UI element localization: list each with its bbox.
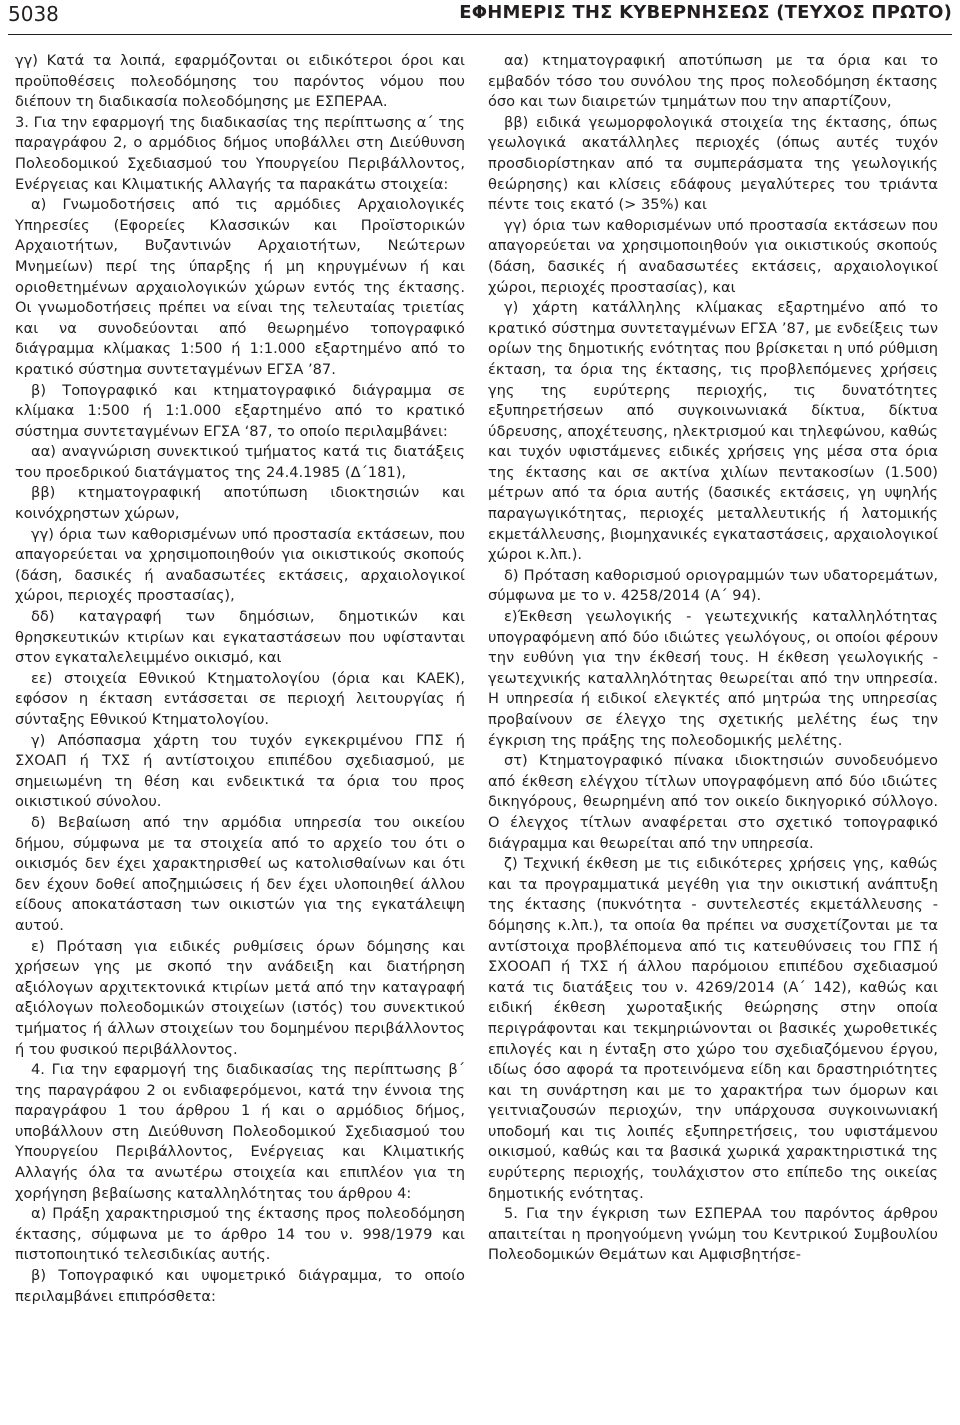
- paragraph: γ) χάρτη κατάλληλης κλίμακας εξαρτημένο από το κρατικό σύστημα συντεταγμένων ΕΓΣΑ ’87, με ενδείξεις των ορίων της δημοτικής ενότητας που βρίσκεται η υπό ρύθμιση έκταση, τα όρια της έκτασης, τις προβλεπόμενες χρήσεις γης της ευρύτερης περιοχής, τις δυνατότητες εξυπηρετήσεων από συγκοινωνιακά δίκτυα, δίκτυα ύδρευσης, αποχέτευσης, ηλεκτρισμού και τηλεφώνου, καθώς και τυχόν υφιστάμενες ειδικές χρήσεις γης μέσα στα όρια της έκτασης και σε ακτίνα χιλίων πεντακοσίων (1.500) μέτρων από τα όρια αυτής (δασικές εκτάσεις, γη υψηλής παραγωγικότητας, περιοχές μεταλλευτικής ή λατομικής εκμετάλλευσης, βιομηχανικές εγκαταστάσεις, αρχαιολογικοί χώροι κ.λπ.).: [488, 299, 938, 564]
- page-header: [8, 0, 952, 35]
- paragraph: δδ) καταγραφή των δημόσιων, δημοτικών και θρησκευτικών κτιρίων και εγκαταστάσεων που υφίστανται στον εγκαταλελειμμένο οικισμό, και: [15, 608, 465, 667]
- paragraph: εε) στοιχεία Εθνικού Κτηματολογίου (όρια και ΚΑΕΚ), εφόσον η έκταση εντάσσεται σε περιοχή λειτουργίας ή σύνταξης Εθνικού Κτηματολογίου.: [15, 669, 465, 728]
- paragraph: β) Τοπογραφικό και υψομετρικό διάγραμμα, το οποίο περιλαμβάνει επιπρόσθετα:: [15, 1267, 465, 1305]
- paragraph: ββ) ειδικά γεωμορφολογικά στοιχεία της έκτασης, όπως γεωλογικά ακατάλληλες περιοχές (όπως αυτές τυχόν προσδιορίστηκαν από τα συμπεράσματα της γεωλογικής θεώρησης) και κλίσεις εδάφους μεγαλύτερες του τριάντα πέντε τοις εκατό (> 35%) και: [488, 113, 938, 214]
- paragraph: στ) Κτηματογραφικό πίνακα ιδιοκτησιών συνοδευόμενο από έκθεση ελέγχου τίτλων υπογραφόμενη από δύο ιδιώτες δικηγόρους, θεωρημένη από τον οικείο δικηγορικό σύλλογο. Ο έλεγχος τίτλων αναφέρεται στο σχετικό τοπογραφικό διάγραμμα και θεωρείται από την υπηρεσία.: [488, 752, 938, 852]
- paragraph: ε)Έκθεση γεωλογικής - γεωτεχνικής καταλληλότητας υπογραφόμενη από δύο ιδιώτες γεωλόγους, οι οποίοι φέρουν την ευθύνη για την έκθεσή τους. Η έκθεση γεωλογικής - γεωτεχνικής καταλληλότητας θεωρείται από την υπηρεσία. Η υπηρεσία ή ειδικοί ελεγκτές από μητρώα της υπηρεσίας προβαίνουν σε έλεγχο της σχετικής μελέτης έως την έγκριση της πράξης της πολεοδομικής μελέτης.: [488, 608, 938, 749]
- paragraph: γγ) όρια των καθορισμένων υπό προστασία εκτάσεων που απαγορεύεται να χρησιμοποιηθούν για οικιστικούς σκοπούς (δάση, δασικές ή αναδασωτέες εκτάσεις, αρχαιολογικοί χώροι, περιοχές προστασίας), και: [488, 216, 938, 296]
- paragraph: 3. Για την εφαρμογή της διαδικασίας της περίπτωσης α΄ της παραγράφου 2, ο αρμόδιος δήμος υποβάλλει στη Διεύθυνση Πολεοδομικού Σχεδιασμού του Υπουργείου Περιβάλλοντος, Ενέργειας και Κλιματικής Αλλαγής τα παρακάτω στοιχεία:: [15, 113, 465, 193]
- paragraph: β) Τοπογραφικό και κτηματογραφικό διάγραμμα σε κλίμακα 1:500 ή 1:1.000 εξαρτημένο από το κρατικό σύστημα συντεταγμένων ΕΓΣΑ ‘87, το οποίο περιλαμβάνει:: [15, 381, 465, 440]
- paragraph: δ) Πρόταση καθορισμού οριογραμμών των υδατορεμάτων, σύμφωνα με το ν. 4258/2014 (Α΄ 94).: [488, 566, 938, 605]
- paragraph: ε) Πρόταση για ειδικές ρυθμίσεις όρων δόμησης και χρήσεων γης με σκοπό την ανάδειξη και διατήρηση αξιόλογων αρχιτεκτονικά κτιρίων μετά από την καταγραφή αξιόλογων πολεοδομικών στοιχείων (ιστός) του συνεκτικού τμήματος ή άλλων στοιχείων του δομημένου περιβάλλοντος ή του φυσικού περιβάλλοντος.: [15, 937, 465, 1058]
- page-number: 5038: [8, 2, 59, 26]
- paragraph: γ) Απόσπασμα χάρτη του τυχόν εγκεκριμένου ΓΠΣ ή ΣΧΟΑΠ ή ΤΧΣ ή αντίστοιχου επιπέδου σχεδιασμού, με σημειωμένη τη θέση και ενδεικτικά τα όρια του προς οικιστικού σύνολου.: [15, 731, 465, 811]
- paragraph: α) Γνωμοδοτήσεις από τις αρμόδιες Αρχαιολογικές Υπηρεσίες (Εφορείες Κλασσικών και Προϊστορικών Αρχαιοτήτων, Βυζαντινών Αρχαιοτήτων, Νεώτερων Μνημείων) περί της ύπαρξης ή μη κηρυγμένων ή και οριοθετημένων αρχαιολογικών χώρων εντός της έκτασης. Οι γνωμοδοτήσεις πρέπει να είναι της τελευταίας τριετίας και να συνοδεύονται από θεωρημένο τοπογραφικό διάγραμμα κλίμακας 1:500 ή 1:1.000 εξαρτημένο από το κρατικό σύστημα συντεταγμένων ΕΓΣΑ ’87.: [15, 196, 465, 378]
- right-column: [488, 51, 938, 1266]
- paragraph: α) Πράξη χαρακτηρισμού της έκτασης προς πολεοδόμηση έκτασης, σύμφωνα με το άρθρο 14 του ν. 998/1979 και πιστοποιητικό τελεσιδικίας αυτής.: [15, 1205, 465, 1264]
- paragraph: δ) Βεβαίωση από την αρμόδια υπηρεσία του οικείου δήμου, σύμφωνα με τα στοιχεία από το αρχείο του ότι ο οικισμός δεν έχει χαρακτηρισθεί ως κατολισθαίνων και ότι δεν έχουν δοθεί αποζημιώσεις ή δεν έχει υλοποιηθεί άλλου είδους αποκατάσταση των οικιστών για της εγκατάλειψη αυτού.: [15, 813, 465, 934]
- publication-title: ΕΦΗΜΕΡΙΣ ΤΗΣ ΚΥΒΕΡΝΗΣΕΩΣ (ΤΕΥΧΟΣ ΠΡΩΤΟ): [459, 2, 952, 23]
- paragraph: ζ) Τεχνική έκθεση με τις ειδικότερες χρήσεις γης, καθώς και τα προγραμματικά μεγέθη για την οικιστική ανάπτυξη της έκτασης (πυκνότητα - συντελεστές εκμετάλλευσης - δόμησης κ.λπ.), τα οποία θα πρέπει να συσχετίζονται με τα αντίστοιχα προβλέπομενα από τις κατευθύνσεις του ΓΠΣ ή ΣΧΟΟΑΠ ή ΤΧΣ ή άλλου παρόμοιου επιπέδου σχεδιασμού κατά τις διατάξεις του ν. 4269/2014 (Α΄ 142), καθώς και ειδική έκθεση χωροταξικής θεώρησης στην οποία περιγράφονται και τεκμηριώνονται οι βασικές χωροθετικές επιλογές και η ένταξη στο χώρο του σχεδιαζόμενου έργου, ιδίως όσο αφορά τα προτεινόμενα είδη και δραστηριότητες και τη συνάρτηση και με το χαρακτήρα των όμορων και γειτνιαζουσών περιοχών, την υπάρχουσα συγκοινωνιακή υποδομή και τις λοιπές εξυπηρετήσεις, του υφιστάμενου οικισμού, καθώς και τα βασικά χωρικά χαρακτηριστικά της ευρύτερης περιοχής, τουλάχιστον στο επίπεδο της οικείας δημοτικής ενότητας.: [488, 855, 938, 1202]
- paragraph: ββ) κτηματογραφική αποτύπωση ιδιοκτησιών και κοινόχρηστων χώρων,: [15, 484, 465, 523]
- paragraph: 5. Για την έγκριση των ΕΣΠΕΡΑΑ του παρόντος άρθρου απαιτείται η προηγούμενη γνώμη του Κεντρικού Συμβουλίου Πολεοδομικών Θεμάτων και Αμφισβητήσε-: [488, 1205, 938, 1264]
- paragraph: 4. Για την εφαρμογή της διαδικασίας της περίπτωσης β΄ της παραγράφου 2 οι ενδιαφερόμενοι, κατά την έννοια της παραγράφου 1 του άρθρου 1 ή και ο αρμόδιος δήμος, υποβάλλουν στη Διεύθυνση Πολεοδομικού Σχεδιασμού του Υπουργείου Περιβάλλοντος, Ενέργειας και Κλιματικής Αλλαγής όλα τα ανωτέρω στοιχεία και επιπλέον για τη χορήγηση βεβαίωσης καταλληλότητας του άρθρου 4:: [15, 1061, 465, 1202]
- paragraph: αα) αναγνώριση συνεκτικού τμήματος κατά τις διατάξεις του προεδρικού διατάγματος της 24.4.1985 (Δ΄181),: [15, 443, 465, 481]
- paragraph: γγ) όρια των καθορισμένων υπό προστασία εκτάσεων, που απαγορεύεται να χρησιμοποιηθούν για οικιστικούς σκοπούς (δάση, δασικές ή αναδασωτέες εκτάσεις, αρχαιολογικοί χώροι, περιοχές προστασίας),: [15, 525, 465, 605]
- paragraph: αα) κτηματογραφική αποτύπωση με τα όρια και το εμβαδόν τόσο του συνόλου της προς πολεοδόμηση έκτασης όσο και των διαιρετών τμημάτων που την απαρτίζουν,: [488, 52, 938, 111]
- paragraph: γγ) Κατά τα λοιπά, εφαρμόζονται οι ειδικότεροι όροι και προϋποθέσεις πολεοδόμησης του παρόντος νόμου που διέπουν τη διαδικασία πολεοδόμησης με ΕΣΠΕΡΑΑ.: [15, 52, 465, 111]
- left-column: [15, 51, 465, 1307]
